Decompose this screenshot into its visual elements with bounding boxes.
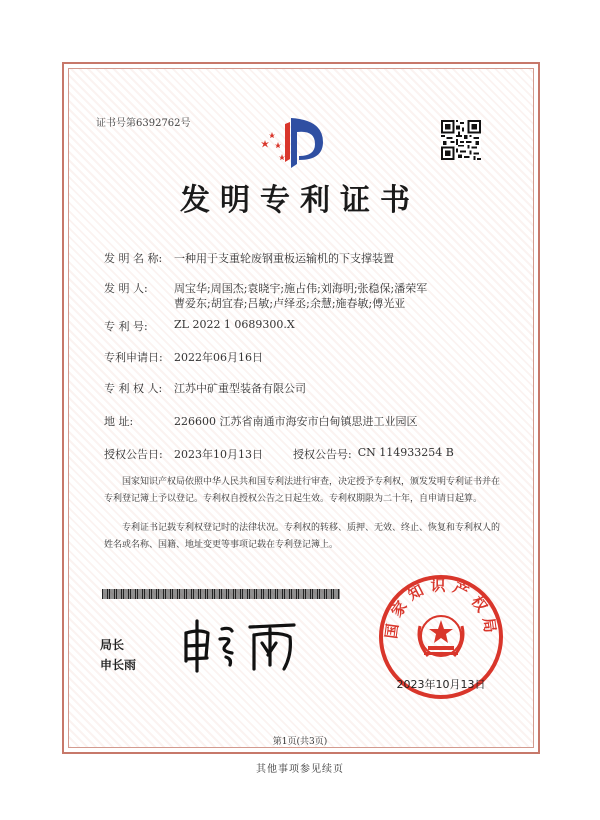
handwritten-signature: [180, 615, 300, 675]
row-value: 2023年10月13日: [174, 448, 263, 461]
row-label: 专 利 权 人:: [104, 382, 163, 395]
pub-number-value: CN 114933254 B: [357, 446, 454, 459]
legal-paragraph-2: 专利证书记载专利权登记时的法律状况。专利权的转移、质押、无效、终止、恢复和专利权人的姓名或名称、国籍、地址变更等事项记载在专利登记簿上。: [104, 523, 501, 550]
row-label: 地 址:: [104, 415, 134, 428]
row-label: 发 明 人:: [104, 282, 148, 295]
row-value: 周宝华;周国杰;袁晓宇;施占伟;刘海明;张稳保;潘荣军: [174, 282, 428, 295]
row-application-date: [104, 349, 263, 365]
legal-paragraph-1: 国家知识产权局依照中华人民共和国专利法进行审查，决定授予专利权，颁发发明专利证书并在专利登记簿上予以登记。专利权自授权公告之日起生效。专利权期限为二十年，自申请日起算。: [104, 477, 501, 504]
row-label: 专利申请日:: [104, 351, 163, 364]
seal-text: 国家知识产权局: [382, 576, 500, 640]
row-value: 一种用于支重轮废钢重板运输机的下支撑装置: [174, 252, 394, 265]
pub-number-label: 授权公告号:: [293, 448, 352, 461]
row-invention-name: [104, 250, 394, 266]
row-grant-date: [104, 446, 454, 462]
row-patent-number: [104, 318, 295, 334]
inventors-line-2: 曹爱东;胡宜春;吕敏;卢绎丞;余慧;施春敏;傅光亚: [174, 297, 406, 310]
row-inventors: [104, 280, 427, 296]
row-value: 2022年06月16日: [174, 351, 263, 364]
row-value: 江苏中矿重型装备有限公司: [174, 382, 306, 395]
row-value: ZL 2022 1 0689300.X: [174, 318, 295, 331]
signatory-title: 局长: [100, 638, 125, 652]
certificate-title: 发明专利证书: [180, 183, 420, 218]
barcode-icon: [102, 589, 340, 599]
qr-code-icon: [441, 120, 481, 160]
certificate-number: 证书号第6392762号: [96, 118, 191, 129]
footer-note: 其他事项参见续页: [256, 764, 344, 775]
row-label: 授权公告日:: [104, 448, 163, 461]
row-label: 专 利 号:: [104, 320, 148, 333]
seal-date: 2023年10月13日: [396, 678, 486, 691]
cnipa-logo-icon: [255, 112, 335, 172]
signatory-name: 申长雨: [100, 658, 137, 672]
row-patentee: [104, 380, 306, 396]
page-number: 第1页(共3页): [272, 737, 328, 747]
row-label: 发 明 名 称:: [104, 252, 163, 265]
row-address: [104, 413, 418, 429]
row-value: 226600 江苏省南通市海安市白甸镇思进工业园区: [174, 415, 418, 428]
official-seal: [376, 572, 506, 702]
